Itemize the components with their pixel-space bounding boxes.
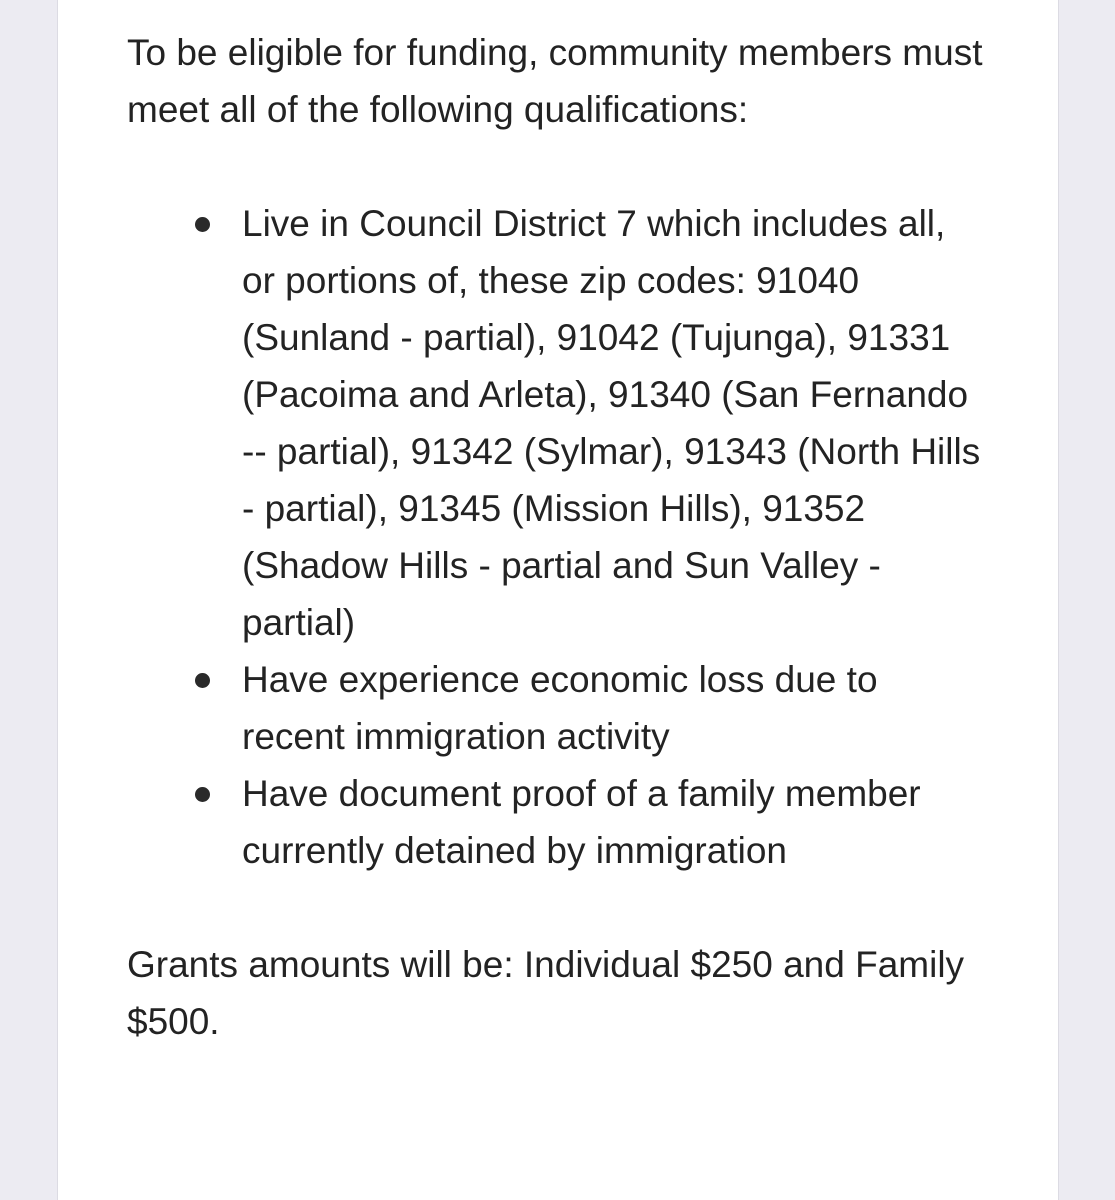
list-item <box>127 651 987 765</box>
document-card <box>57 0 1059 1200</box>
qualifications-list <box>127 195 987 879</box>
qualification-text: Have document proof of a family member currently detained by immigration <box>242 773 921 871</box>
list-item <box>127 195 987 651</box>
qualification-text: Live in Council District 7 which includes all, or portions of, these zip codes: 91040 (Sunland - partial), 91042 (Tujunga), 91331 (Pacoima and Arleta), 91340 (San Fernando -- partial), 91342 (Sylmar), 91343 (North Hills - partial), 91345 (Mission Hills), 91352 (Shadow Hills - partial and Sun Valley - partial) <box>242 203 981 643</box>
grant-amounts: Grants amounts will be: Individual $250 and Family $500. <box>127 944 965 1042</box>
bullet-icon <box>195 673 210 688</box>
bullet-icon <box>195 787 210 802</box>
document-body <box>127 24 987 1050</box>
qualification-text: Have experience economic loss due to recent immigration activity <box>242 659 878 757</box>
bullet-icon <box>195 217 210 232</box>
list-item <box>127 765 987 879</box>
eligibility-intro: To be eligible for funding, community members must meet all of the following qualifications: <box>127 32 983 130</box>
